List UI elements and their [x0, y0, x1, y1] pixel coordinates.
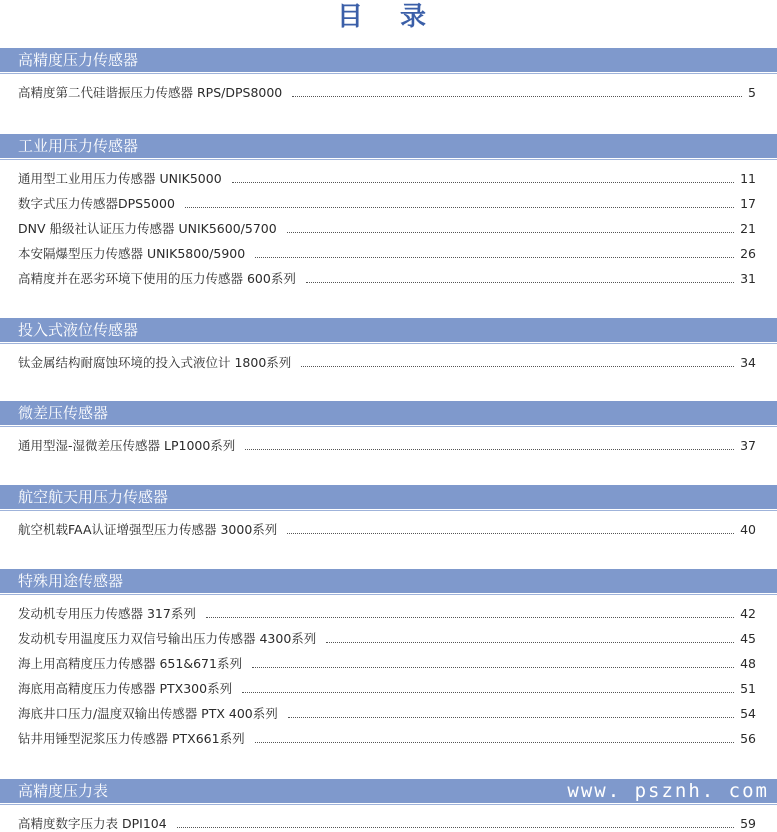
dot-leader [255, 742, 735, 743]
toc-entry-page-number: 42 [740, 606, 756, 621]
toc-entry[interactable] [18, 602, 756, 622]
dot-leader [252, 667, 734, 668]
dot-leader [255, 257, 734, 258]
toc-entry-page-number: 31 [740, 271, 756, 286]
toc-entry-page-number: 56 [740, 731, 756, 746]
section-heading [0, 485, 777, 509]
toc-entry-page-number: 48 [740, 656, 756, 671]
toc-entry-page-number: 21 [740, 221, 756, 236]
dot-leader [287, 232, 734, 233]
section-heading [0, 569, 777, 593]
dot-leader [287, 533, 734, 534]
toc-section [0, 134, 777, 286]
toc-entry-page-number: 5 [748, 85, 756, 100]
toc-entry[interactable] [18, 242, 756, 262]
toc-entry[interactable] [18, 267, 756, 287]
section-heading [0, 48, 777, 72]
toc-entry-title: 钛金属结构耐腐蚀环境的投入式液位计 1800系列 [18, 355, 292, 370]
toc-entry-title: 高精度并在恶劣环境下使用的压力传感器 600系列 [18, 271, 296, 286]
toc-entry[interactable] [18, 351, 756, 371]
dot-leader [232, 182, 734, 183]
dot-leader [245, 449, 734, 450]
section-heading-label: 特殊用途传感器 [18, 572, 124, 590]
toc-entry-page-number: 17 [740, 196, 756, 211]
section-heading [0, 401, 777, 425]
watermark: www. psznh. com [567, 780, 769, 802]
toc-entry-title: 发动机专用压力传感器 317系列 [18, 606, 196, 621]
toc-entry-page-number: 37 [740, 438, 756, 453]
toc-entry-title: DNV 船级社认证压力传感器 UNIK5600/5700 [18, 221, 277, 236]
dot-leader [292, 96, 742, 97]
section-heading-label: 投入式液位传感器 [18, 321, 139, 339]
dot-leader [306, 282, 734, 283]
toc-entry-title: 高精度数字压力表 DPI104 [18, 816, 167, 831]
toc-entry[interactable] [18, 192, 756, 212]
toc-section [0, 48, 777, 100]
dot-leader [242, 692, 734, 693]
section-divider [0, 804, 777, 805]
toc-entry[interactable] [18, 702, 756, 722]
toc-section [0, 318, 777, 370]
section-divider [0, 159, 777, 160]
toc-entry[interactable] [18, 167, 756, 187]
section-divider [0, 73, 777, 74]
section-divider [0, 426, 777, 427]
section-heading-label: 微差压传感器 [18, 404, 109, 422]
toc-entry-title: 海上用高精度压力传感器 651&671系列 [18, 656, 242, 671]
toc-entry-title: 海底用高精度压力传感器 PTX300系列 [18, 681, 233, 696]
toc-entry-title: 高精度第二代硅谐振压力传感器 RPS/DPS8000 [18, 85, 283, 100]
dot-leader [185, 207, 734, 208]
toc-entry[interactable] [18, 812, 756, 832]
toc-entry-page-number: 34 [740, 355, 756, 370]
toc-section [0, 485, 777, 537]
dot-leader [301, 366, 734, 367]
page-title: 目 录 [336, 2, 441, 32]
toc-section [0, 401, 777, 453]
toc-entry-page-number: 26 [740, 246, 756, 261]
toc-entry[interactable] [18, 652, 756, 672]
dot-leader [288, 717, 734, 718]
toc-entry-page-number: 59 [740, 816, 756, 831]
toc-entry-title: 航空机载FAA认证增强型压力传感器 3000系列 [18, 522, 278, 537]
toc-entry-page-number: 40 [740, 522, 756, 537]
toc-entry-title: 钻井用锤型泥浆压力传感器 PTX661系列 [18, 731, 245, 746]
section-heading-label: 高精度压力传感器 [18, 51, 139, 69]
toc-entry-page-number: 11 [740, 171, 756, 186]
section-divider [0, 594, 777, 595]
dot-leader [206, 617, 734, 618]
toc-entry-title: 发动机专用温度压力双信号输出压力传感器 4300系列 [18, 631, 317, 646]
section-heading [0, 318, 777, 342]
toc-entry-title: 海底井口压力/温度双输出传感器 PTX 400系列 [18, 706, 278, 721]
toc-entry-title: 通用型工业用压力传感器 UNIK5000 [18, 171, 222, 186]
toc-entry-page-number: 54 [740, 706, 756, 721]
toc-entry-title: 通用型湿-湿微差压传感器 LP1000系列 [18, 438, 236, 453]
dot-leader [326, 642, 734, 643]
toc-entry[interactable] [18, 677, 756, 697]
toc-entry[interactable] [18, 434, 756, 454]
toc-entry-page-number: 45 [740, 631, 756, 646]
dot-leader [177, 827, 734, 828]
toc-entry[interactable] [18, 81, 756, 101]
section-heading [0, 134, 777, 158]
section-heading-label: 航空航天用压力传感器 [18, 488, 169, 506]
toc-entry[interactable] [18, 217, 756, 237]
section-heading-label: 工业用压力传感器 [18, 137, 139, 155]
section-divider [0, 343, 777, 344]
toc-entry-title: 数字式压力传感器DPS5000 [18, 196, 175, 211]
toc-entry-title: 本安隔爆型压力传感器 UNIK5800/5900 [18, 246, 246, 261]
section-heading-label: 高精度压力表 [18, 782, 109, 800]
toc-section [0, 569, 777, 746]
toc-entry[interactable] [18, 727, 756, 747]
toc-entry[interactable] [18, 627, 756, 647]
section-divider [0, 510, 777, 511]
toc-entry-page-number: 51 [740, 681, 756, 696]
toc-entry[interactable] [18, 518, 756, 538]
